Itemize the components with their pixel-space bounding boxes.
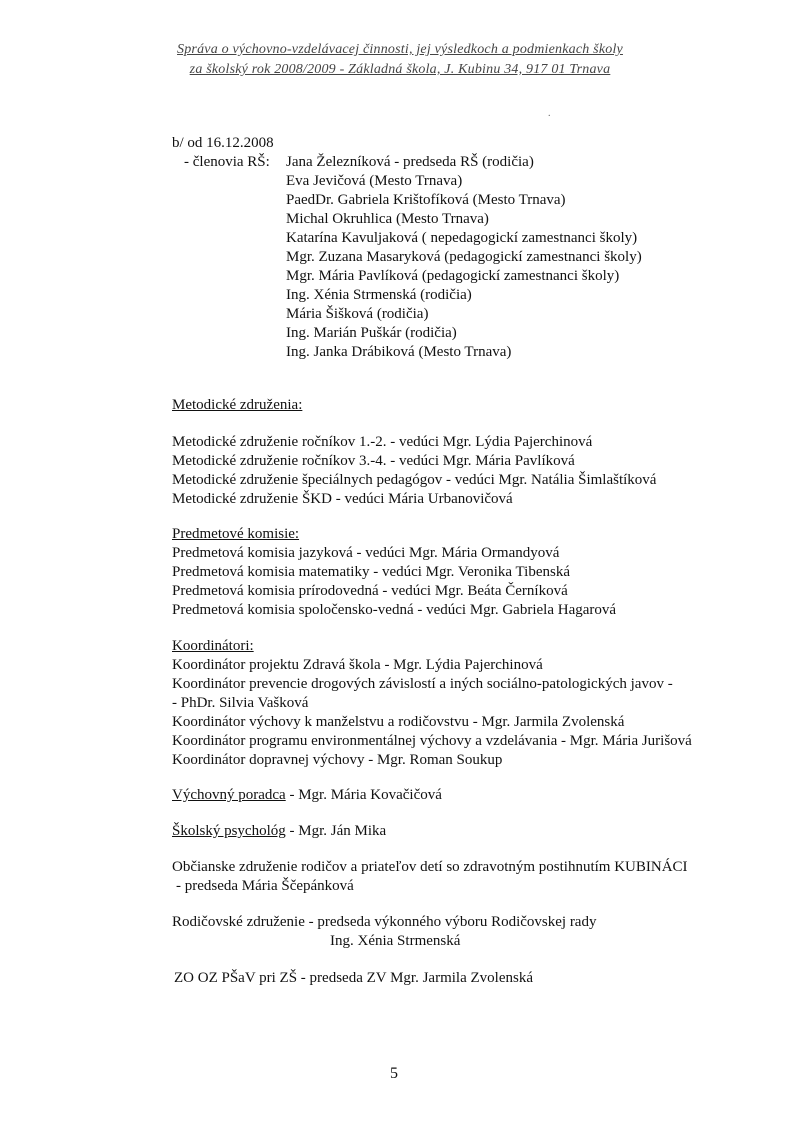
skolsky-psycholog-name: - Mgr. Ján Mika xyxy=(285,823,387,839)
skolsky-psycholog-label: Školský psychológ xyxy=(172,823,286,839)
metodicke-item: Metodické združenie ŠKD - vedúci Mária Urbanovičová xyxy=(172,491,513,507)
rs-member: Mgr. Mária Pavlíková (pedagogickí zamestnanci školy) xyxy=(286,268,620,284)
koordinatori-item: Koordinátor projektu Zdravá škola - Mgr. Lýdia Pajerchinová xyxy=(172,657,543,673)
predmetove-heading: Predmetové komisie: xyxy=(172,526,300,542)
rs-member: PaedDr. Gabriela Krištofíková (Mesto Trnava) xyxy=(286,192,566,208)
predmetove-item: Predmetová komisia matematiky - vedúci Mgr. Veronika Tibenská xyxy=(172,564,570,580)
koordinatori-item: Koordinátor dopravnej výchovy - Mgr. Roman Soukup xyxy=(172,752,503,768)
stray-mark: . xyxy=(548,108,551,119)
oz-line-1: Občianske združenie rodičov a priateľov detí so zdravotným postihnutím KUBINÁCI xyxy=(172,859,688,875)
predmetove-item: Predmetová komisia jazyková - vedúci Mgr. Mária Ormandyová xyxy=(172,545,560,561)
vychovny-poradca-label: Výchovný poradca xyxy=(172,787,286,803)
metodicke-item: Metodické združenie ročníkov 1.-2. - vedúci Mgr. Lýdia Pajerchinová xyxy=(172,434,593,450)
metodicke-item: Metodické združenie ročníkov 3.-4. - vedúci Mgr. Mária Pavlíková xyxy=(172,453,575,469)
koordinatori-item: Koordinátor prevencie drogových závislostí a iných sociálno-patologických javov - xyxy=(172,676,673,692)
header-line-1: Správa o výchovno-vzdelávacej činnosti, jej výsledkoch a podmienkach školy xyxy=(177,42,623,57)
rs-members-label: - členovia RŠ: xyxy=(184,154,270,170)
koordinatori-item: Koordinátor výchovy k manželstvu a rodičovstvu - Mgr. Jarmila Zvolenská xyxy=(172,714,625,730)
predmetove-item: Predmetová komisia prírodovedná - vedúci Mgr. Beáta Černíková xyxy=(172,583,568,599)
skolsky-psycholog-line xyxy=(172,822,386,840)
rs-member: Jana Železníková - predseda RŠ (rodičia) xyxy=(286,154,534,170)
rs-member: Michal Okruhlica (Mesto Trnava) xyxy=(286,211,489,227)
rs-member: Mgr. Zuzana Masaryková (pedagogickí zamestnanci školy) xyxy=(286,249,642,265)
rs-member: Katarína Kavuljaková ( nepedagogickí zamestnanci školy) xyxy=(286,230,638,246)
zo-oz-line: ZO OZ PŠaV pri ZŠ - predseda ZV Mgr. Jarmila Zvolenská xyxy=(174,970,533,986)
rs-member: Ing. Janka Drábiková (Mesto Trnava) xyxy=(286,344,512,360)
koordinatori-item: Koordinátor programu environmentálnej výchovy a vzdelávania - Mgr. Mária Jurišová xyxy=(172,733,692,749)
page-number: 5 xyxy=(390,1065,398,1082)
rs-date-line: b/ od 16.12.2008 xyxy=(172,135,274,151)
rz-line-1: Rodičovské združenie - predseda výkonného výboru Rodičovskej rady xyxy=(172,914,597,930)
header-line-2: za školský rok 2008/2009 - Základná škola, J. Kubinu 34, 917 01 Trnava xyxy=(189,62,611,77)
rs-member: Eva Jevičová (Mesto Trnava) xyxy=(286,173,463,189)
vychovny-poradca-line xyxy=(172,786,442,804)
rz-line-2: Ing. Xénia Strmenská xyxy=(330,933,461,949)
rs-member: Ing. Xénia Strmenská (rodičia) xyxy=(286,287,472,303)
vychovny-poradca-name: - Mgr. Mária Kovačičová xyxy=(285,787,442,803)
oz-line-2: - predseda Mária Ščepánková xyxy=(176,878,354,894)
predmetove-item: Predmetová komisia spoločensko-vedná - vedúci Mgr. Gabriela Hagarová xyxy=(172,602,617,618)
metodicke-item: Metodické združenie špeciálnych pedagógov - vedúci Mgr. Natália Šimlaštíková xyxy=(172,472,657,488)
metodicke-heading: Metodické združenia: xyxy=(172,397,303,413)
rs-member: Ing. Marián Puškár (rodičia) xyxy=(286,325,457,341)
koordinatori-item: - PhDr. Silvia Vašková xyxy=(172,695,309,711)
rs-member: Mária Šišková (rodičia) xyxy=(286,306,429,322)
koordinatori-heading: Koordinátori: xyxy=(172,638,254,654)
